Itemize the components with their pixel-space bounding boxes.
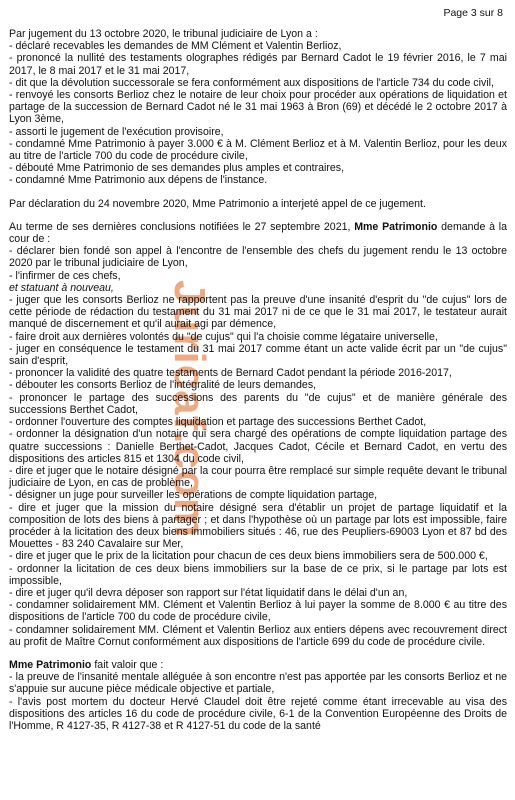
text-line: - condamner solidairement MM. Clément et Valentin Berlioz à lui payer la somme de 8.000 € au titre des dispositions de l'article 700 du code de procédure civile,	[9, 599, 507, 624]
text-line: - l'infirmer de ces chefs,	[9, 269, 121, 282]
paragraph-appeal	[9, 198, 507, 210]
text-line: - juger que les consorts Berlioz ne rapportent pas la preuve d'une insanité d'esprit du "de cujus" lors de cette période de rédaction du testament du 31 mai 2017 ni de ce que le 31 mai 2017, le testateur aurait manqué de discernement et qu'il aurait agi par démence,	[9, 294, 507, 331]
text-line: - prononcer la validité des quatre testaments de Bernard Cadot pendant la période 2016-2017,	[9, 367, 452, 380]
text-line: - dit que la dévolution successorale se fera conformément aux dispositions de l'article 734 du code civil,	[9, 76, 494, 89]
paragraph-arguments	[9, 659, 507, 732]
document-body	[9, 28, 507, 732]
text-line: et statuant à nouveau,	[9, 281, 114, 294]
text-line: - la preuve de l'insanité mentale alléguée à son encontre n'est pas apportée par les consorts Berlioz et ne s'appuie sur aucune pièce médicale objective et partiale,	[9, 671, 507, 696]
text-line: - juger en conséquence le testament du 31 mai 2017 comme étant un acte valide écrit par un "de cujus" sain d'esprit,	[9, 342, 507, 368]
text-line: - ordonner la licitation de ces deux biens immobiliers sur la base de ce prix, si le partage par lots est impossible,	[9, 562, 507, 587]
text-line: - dire et juger que la mission du notaire désigné sera d'établir un projet de partage liquidatif et la composition de lots des biens à partager ; et dans l'hypothèse où un partage par lots est impossible, faire procéder à la licitation des deux biens immobiliers situés : 46, rue des Peupliers-69003 Lyon et 87 bd des Mouettes - 83 240 Cavalaire sur Mer,	[9, 501, 507, 551]
text-line: - dire et juger qu'il devra déposer son rapport sur l'état liquidatif dans le délai d'un an,	[9, 586, 408, 599]
text-line: Par déclaration du 24 novembre 2020, Mme Patrimonio a interjeté appel de ce jugement.	[9, 197, 426, 210]
text-line: - assorti le jugement de l'exécution provisoire,	[9, 125, 224, 138]
text-line: - ordonner la désignation d'un notaire qui sera chargé des opérations de compte liquidation partage des quatre successions : Danielle Berthet-Cadot, Jacques Cadot, Cécile et Bernard Cadot, en vertu des dispositions des articles 815 et 1304 du code civil,	[9, 428, 507, 465]
paragraph-conclusions	[9, 221, 507, 648]
text-line: Au terme de ses dernières conclusions notifiées le 27 septembre 2021, Mme Patrimonio demande à la cour de :	[9, 220, 507, 246]
text-line: - faire droit aux dernières volontés du "de cujus" qui l'a choisie comme légataire universelle,	[9, 330, 438, 343]
text-line: - débouté Mme Patrimonio de ses demandes plus amples et contraires,	[9, 162, 345, 175]
text-line: - ordonner l'ouverture des comptes liquidation et partage des successions Berthet Cadot,	[9, 416, 427, 429]
text-line: - déclaré recevables les demandes de MM Clément et Valentin Berlioz,	[9, 40, 342, 53]
text-line: - dire et juger que le notaire désigné par la cour pourra être remplacé sur simple requête devant le tribunal judiciaire de Lyon, en cas de problème,	[9, 464, 507, 490]
text-line: - débouter les consorts Berlioz de l'intégralité de leurs demandes,	[9, 379, 317, 392]
text-line: - déclarer bien fondé son appel à l'encontre de l'ensemble des chefs du jugement rendu le 13 octobre 2020 par le tribunal judiciaire de Lyon,	[9, 245, 507, 270]
paragraph-judgment	[9, 28, 507, 187]
bold-name: Mme Patrimonio	[9, 658, 92, 671]
text-line: Par jugement du 13 octobre 2020, le tribunal judiciaire de Lyon a :	[9, 28, 318, 40]
bold-name: Mme Patrimonio	[354, 220, 438, 233]
text-line: - dire et juger que le prix de la licitation pour chacun de ces deux biens immobiliers sera de 500.000 €,	[9, 550, 488, 563]
text-line: - condamné Mme Patrimonio à payer 3.000 € à M. Clément Berlioz et à M. Valentin Berlioz, pour les deux au titre de l'article 700 du code de procédure civile,	[9, 137, 507, 163]
text-line: - condamné Mme Patrimonio aux dépens de l'instance.	[9, 174, 268, 187]
watermark: Juricaf.com	[165, 280, 214, 538]
text-line: - désigner un juge pour surveiller les opérations de compte liquidation partage,	[9, 489, 378, 502]
text-line: - renvoyé les consorts Berlioz chez le notaire de leur choix pour procéder aux opérations de liquidation et partage de la succession de Bernard Cadot né le 31 mai 1963 à Bron (69) et décédé le 2 octobre 2017 à Lyon 3ème,	[9, 89, 507, 126]
text-line: - prononcé la nullité des testaments olographes rédigés par Bernard Cadot le 19 février 2016, le 7 mai 2017, le 8 mai 2017 et le 31 mai 2017,	[9, 52, 507, 77]
text-line: - prononcer le partage des successions des parents du "de cujus" et de manière générale des successions Berthet Cadot,	[9, 391, 507, 416]
text-line: - l'avis post mortem du docteur Hervé Claudel doit être rejeté comme étant irrecevable au visa des dispositions des articles 16 du code de procédure civile, 6-1 de la Convention Européenne des Droits de l'Homme, R 4127-35, R 4127-38 et R 4127-51 du code de la santé	[9, 695, 507, 732]
text-line: Mme Patrimonio fait valoir que :	[9, 658, 164, 671]
page-number: Page 3 sur 8	[443, 7, 503, 19]
text-line: - condamner solidairement MM. Clément et Valentin Berlioz aux entiers dépens avec recouvrement direct au profit de Maître Cornut conformément aux dispositions de l'article 699 du code de procédure civile.	[9, 623, 507, 648]
